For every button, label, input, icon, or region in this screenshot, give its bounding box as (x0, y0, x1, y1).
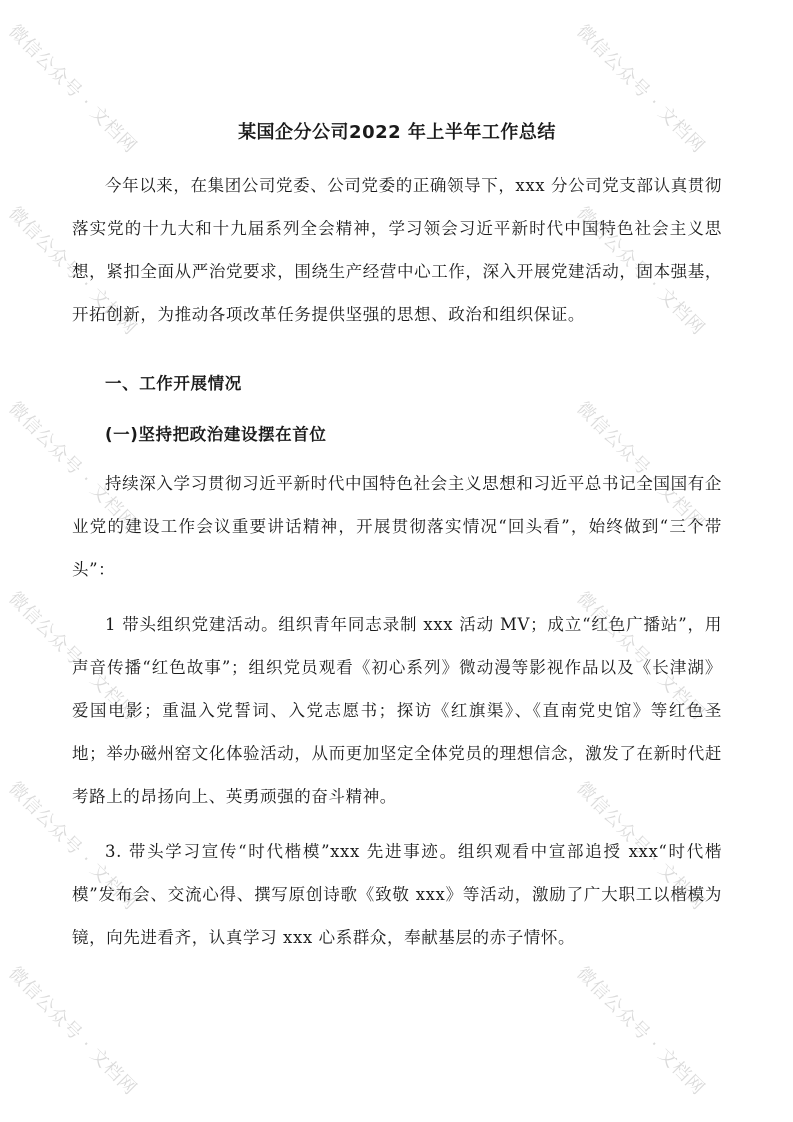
subsection-heading: (一)坚持把政治建设摆在首位 (105, 425, 327, 444)
intro-paragraph: 今年以来，在集团公司党委、公司党委的正确领导下，xxx 分公司党支部认真贯彻落实党的十九大和十九届系列全会精神，学习领会习近平新时代中国特色社会主义思想，紧扣全面从严治党要求，围绕生产经营中心工作，深入开展党建活动，固本强基，开拓创新，为推动各项改革任务提供坚强的思想、政治和组织保证。 (72, 176, 722, 324)
watermark: 微信公众号 · 文档网 (572, 962, 709, 1100)
watermark: 微信公众号 · 文档网 (572, 20, 709, 158)
list-item-1: 1 带头组织党建活动。组织青年同志录制 xxx 活动 MV；成立“红色广播站”，用声音传播“红色故事”；组织党员观看《初心系列》微动漫等影视作品以及《长津湖》爱国电影；重温入党誓词、入党志愿书；探访《红旗渠》、《直南党史馆》等红色圣地；举办磁州窑文化体验活动，从而更加坚定全体党员的理想信念，激发了在新时代赶考路上的昂扬向上、英勇顽强的奋斗精神。 (72, 615, 722, 806)
watermark: 微信公众号 · 文档网 (4, 20, 141, 158)
watermark: 微信公众号 · 文档网 (572, 202, 709, 340)
watermark: 微信公众号 · 文档网 (4, 962, 141, 1100)
watermark: 微信公众号 · 文档网 (572, 397, 709, 535)
watermark: 微信公众号 · 文档网 (572, 777, 709, 915)
watermark: 微信公众号 · 文档网 (4, 587, 141, 725)
document-body (72, 118, 722, 959)
watermark: 微信公众号 · 文档网 (4, 777, 141, 915)
watermark: 微信公众号 · 文档网 (4, 202, 141, 340)
watermark: 微信公众号 · 文档网 (4, 397, 141, 535)
list-item-3: 3. 带头学习宣传“时代楷模”xxx 先进事迹。组织观看中宣部追授 xxx“时代楷模”发布会、交流心得、撰写原创诗歌《致敬 xxx》等活动，激励了广大职工以楷模为镜，向先进看齐，认真学习 xxx 心系群众，奉献基层的赤子情怀。 (72, 842, 722, 947)
section-heading: 一、工作开展情况 (105, 374, 242, 393)
body-paragraph: 持续深入学习贯彻习近平新时代中国特色社会主义思想和习近平总书记全国国有企业党的建设工作会议重要讲话精神，开展贯彻落实情况“回头看”，始终做到“三个带头”： (72, 474, 722, 579)
document-title: 某国企分公司2022 年上半年工作总结 (238, 122, 556, 143)
watermark: 微信公众号 · 文档网 (572, 587, 709, 725)
